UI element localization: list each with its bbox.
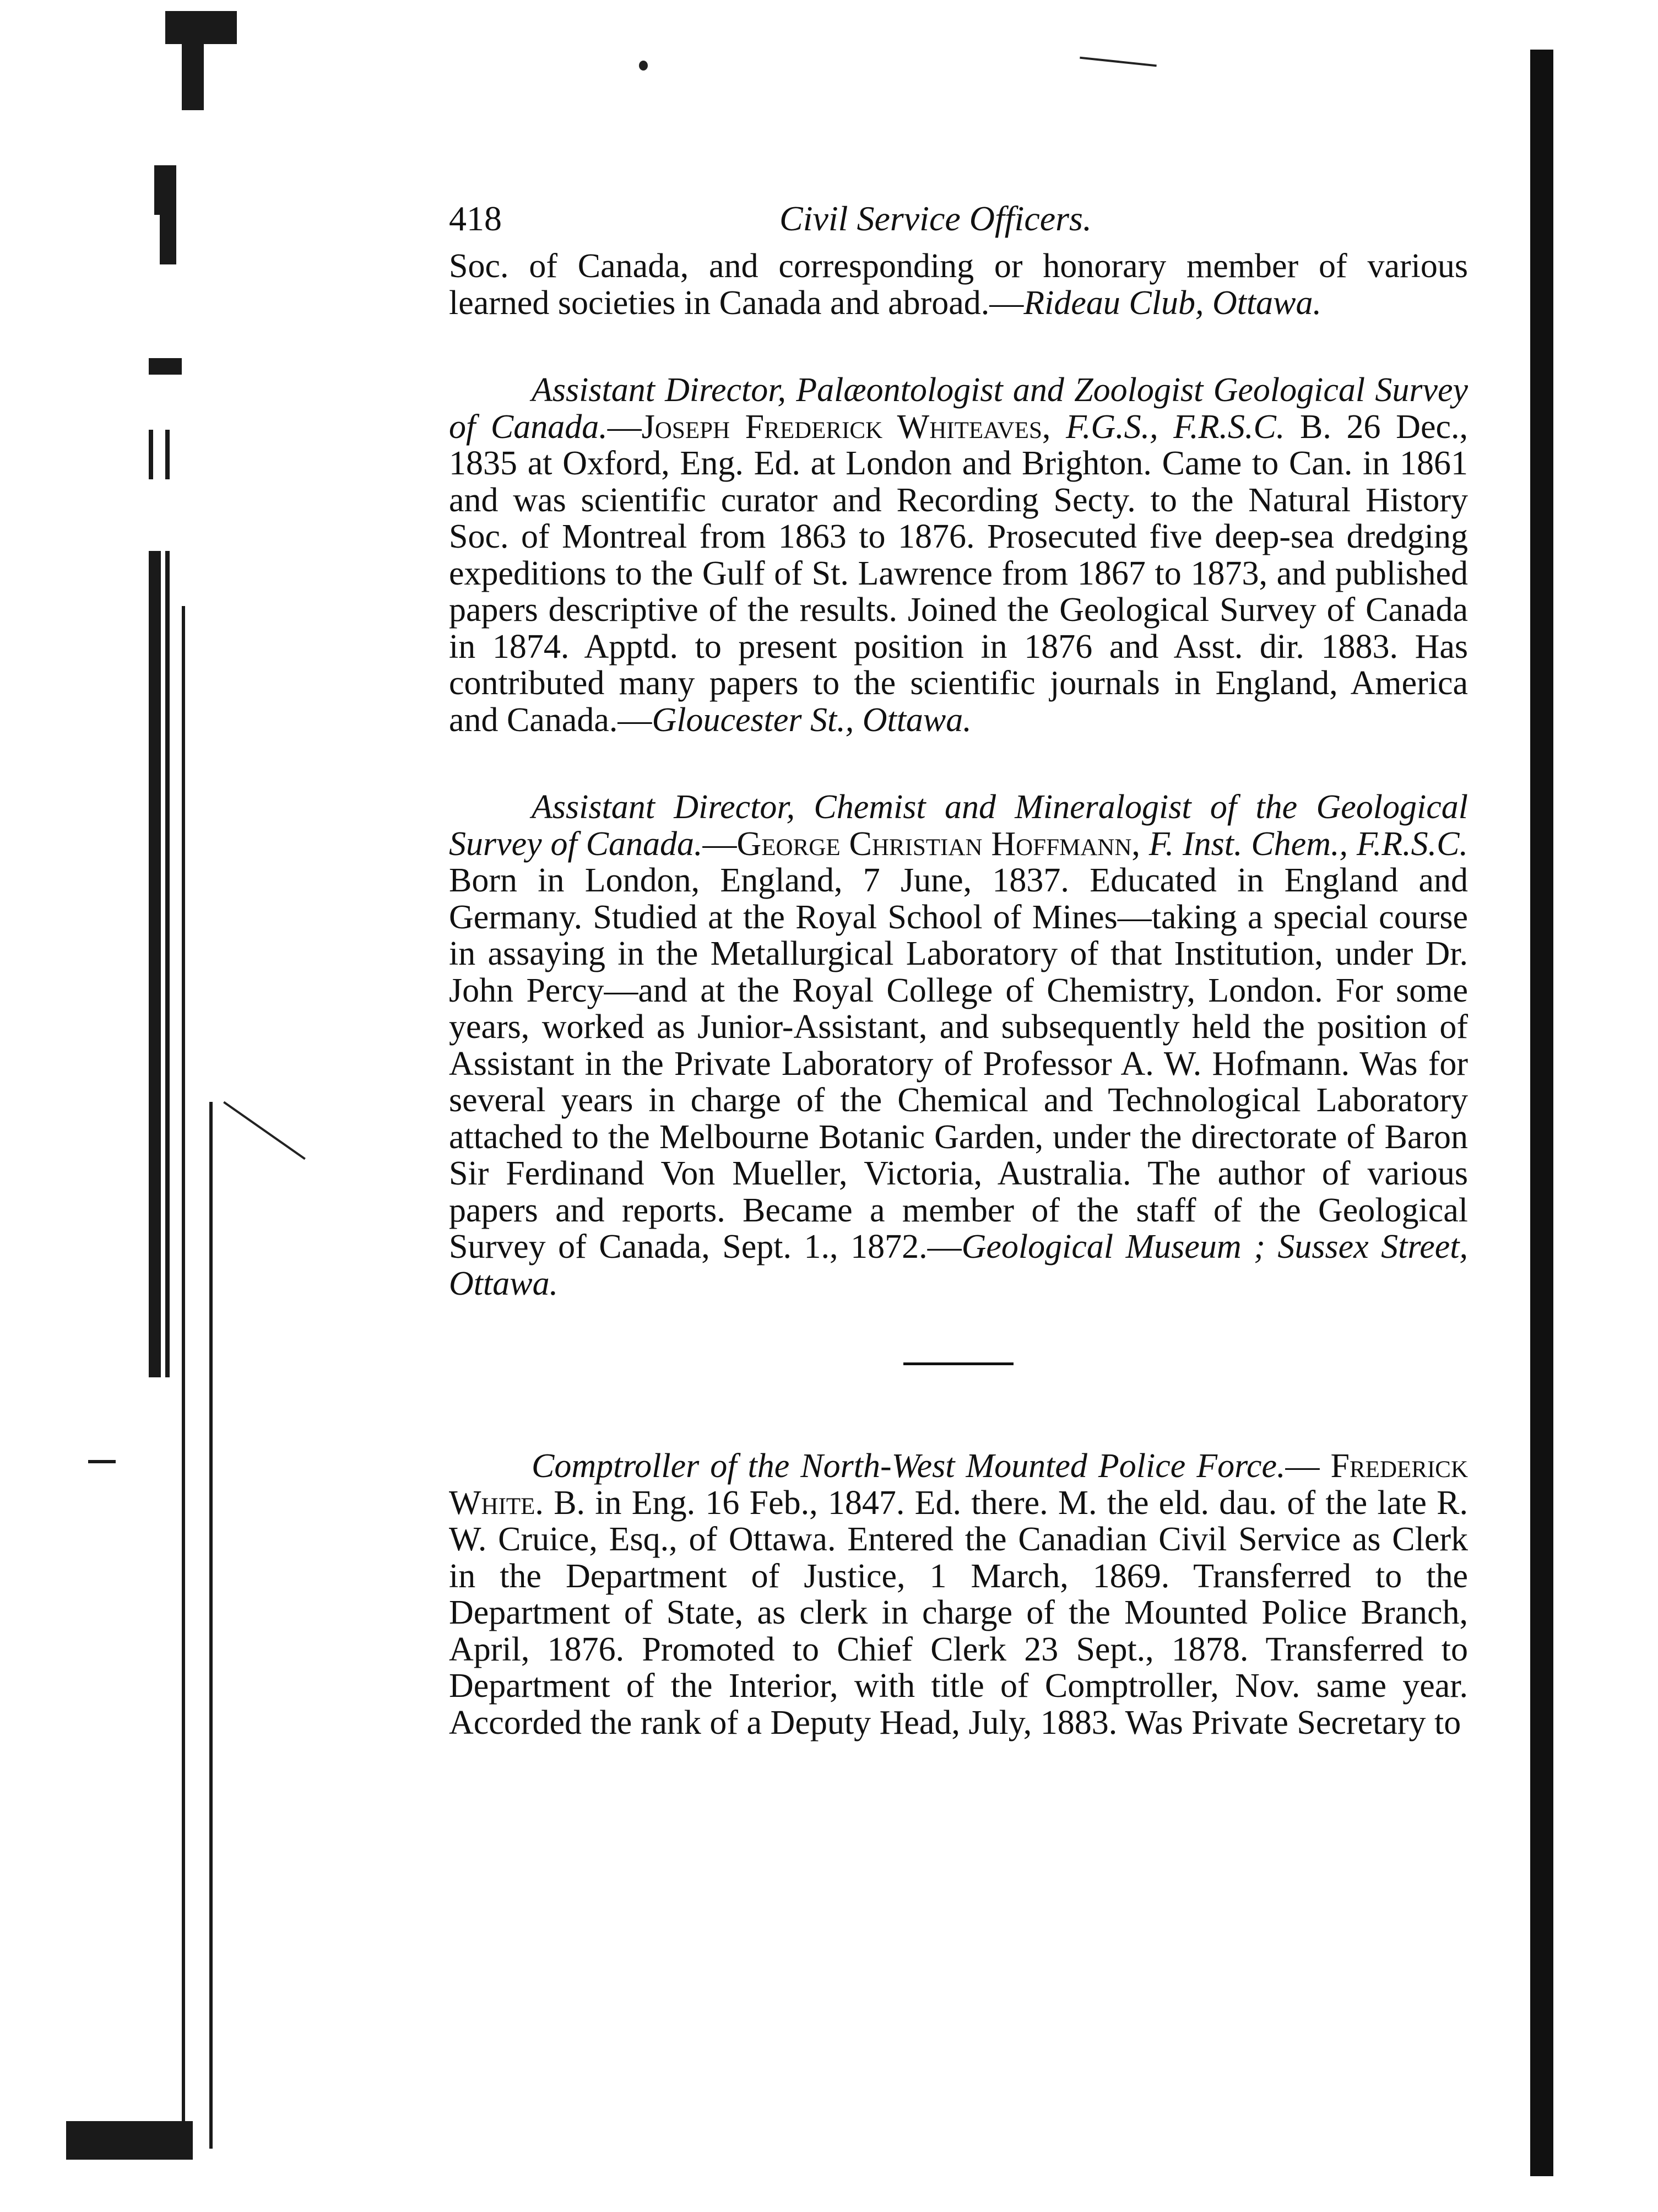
entry-credentials: F. Inst. Chem., F.R.S.C.	[1148, 825, 1468, 863]
continuation-text: Soc. of Canada, and corresponding or honorary member of various learned societies in Canada and abroad.—	[449, 247, 1468, 322]
scan-stroke-mark	[1080, 57, 1157, 67]
section-divider	[903, 1362, 1014, 1365]
entry-credentials: F.G.S., F.R.S.C.	[1066, 408, 1285, 446]
page-number: 418	[449, 199, 502, 238]
entry-name: —Joseph Frederick Whiteaves,	[607, 408, 1051, 446]
page-content	[449, 187, 1468, 1741]
continuation-address: Rideau Club, Ottawa.	[1023, 284, 1322, 322]
scan-dot-mark	[639, 61, 648, 71]
entry-body: B. 26 Dec., 1835 at Oxford, Eng. Ed. at London and Brighton. Came to Can. in 1861 and was scientific curator and Recording Secty. to the Natural History Soc. of Montreal from 1863 to 1876. Prosecuted five deep-sea dredging expeditions to the Gulf of St. Lawrence from 1867 to 1873, and published papers descriptive of the results. Joined the Geological Survey of Canada in 1874. Apptd. to present position in 1876 and Asst. dir. 1883. Has contributed many papers to the scientific journals in England, America and Canada.—	[449, 408, 1468, 739]
entry-position: Comptroller of the North-West Mounted Police Force.	[532, 1447, 1286, 1485]
running-title: Civil Service Officers.	[779, 199, 1092, 238]
entry-hoffmann	[449, 789, 1468, 1302]
entry-whiteaves	[449, 372, 1468, 738]
scan-stroke-mark	[223, 1101, 306, 1160]
continuation-paragraph	[449, 248, 1468, 321]
entry-address: Gloucester St., Ottawa.	[652, 701, 972, 739]
scan-gutter-artifact	[0, 0, 231, 2212]
running-head	[449, 187, 1468, 248]
entry-body: Born in London, England, 7 June, 1837. Educated in England and Germany. Studied at the Royal School of Mines—taking a special course in assaying in the Metallurgical Laboratory of that Institution, under Dr. John Percy—and at the Royal College of Chemistry, London. For some years, worked as Junior-Assistant, and subsequently held the position of Assistant in the Private Laboratory of Professor A. W. Hofmann. Was for several years in charge of the Chemical and Technological Laboratory attached to the Melbourne Botanic Garden, under the directorate of Baron Sir Ferdinand Von Mueller, Victoria, Australia. The author of various papers and reports. Became a member of the staff of the Geological Survey of Canada, Sept. 1., 1872.—	[449, 862, 1468, 1265]
scan-right-edge-bar	[1530, 50, 1553, 2176]
entry-position: Assistant Director, Palæontologist and Zoologist Geological Survey of Canada.	[449, 371, 1468, 446]
entry-address: Geological Museum ; Sussex Street, Ottawa.	[449, 1228, 1468, 1302]
entry-white	[449, 1448, 1468, 1741]
entry-name: — Frederick White.	[449, 1447, 1468, 1522]
entry-position: Assistant Director, Chemist and Mineralogist of the Geological Survey of Canada.	[449, 788, 1468, 863]
entry-name: —George Christian Hoffmann,	[702, 825, 1140, 863]
entry-body: B. in Eng. 16 Feb., 1847. Ed. there. M. the eld. dau. of the late R. W. Cruice, Esq., of Ottawa. Entered the Canadian Civil Service as Clerk in the Department of Justice, 1 March, 1869. Transferred to the Department of State, as clerk in charge of the Mounted Police Branch, April, 1876. Promoted to Chief Clerk 23 Sept., 1878. Transferred to Department of the Interior, with title of Comptroller, Nov. same year. Accorded the rank of a Deputy Head, July, 1883. Was Private Secretary to	[449, 1484, 1468, 1742]
